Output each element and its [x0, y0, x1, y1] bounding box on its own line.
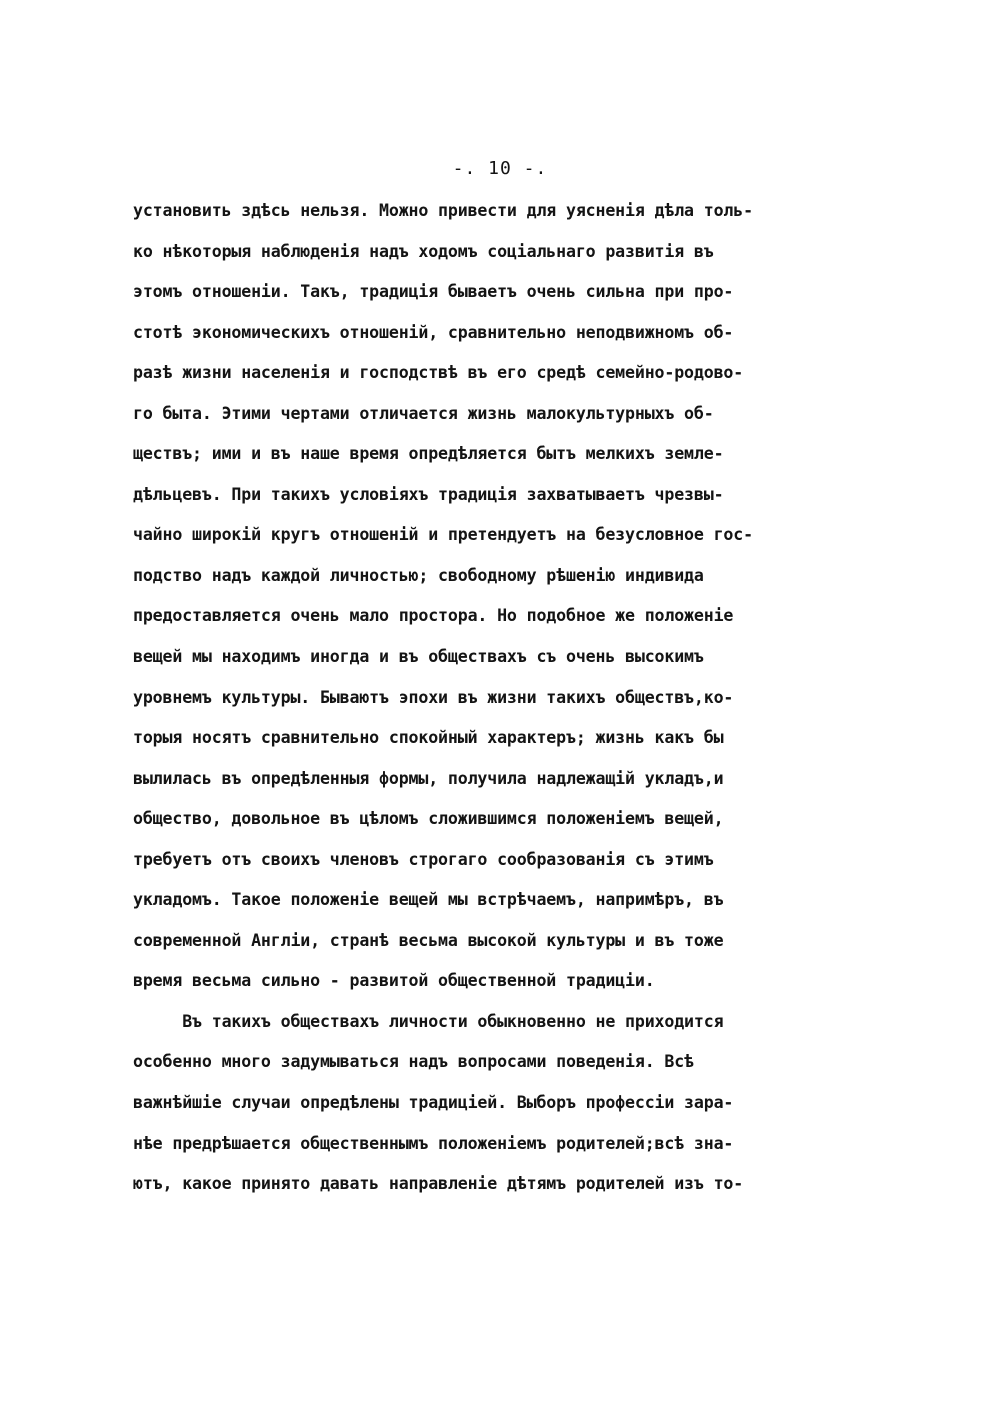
text-line: вылилась въ опредѣленныя формы, получила надлежащій укладъ,и — [133, 768, 724, 788]
text-line: ществъ; ими и въ наше время опредѣляется бытъ мелкихъ земле- — [133, 444, 724, 464]
text-line: предоставляется очень мало простора. Но подобное же положеніе — [133, 606, 734, 626]
text-line: ютъ, какое принято давать направленіе дѣтямъ родителей изъ то- — [133, 1174, 744, 1194]
text-line: го быта. Этими чертами отличается жизнь малокультурныхъ об- — [133, 403, 714, 423]
paragraph-first-line: Въ такихъ обществахъ личности обыкновенно не приходится — [133, 1011, 724, 1031]
text-line: дѣльцевъ. При такихъ условіяхъ традиція захватываетъ чрезвы- — [133, 484, 724, 504]
text-line: общество, довольное въ цѣломъ сложившимся положеніемъ вещей, — [133, 809, 724, 829]
text-line: особенно много задумываться надъ вопросами поведенія. Всѣ — [133, 1052, 694, 1072]
text-line: время весьма сильно - развитой общественной традиціи. — [133, 971, 655, 991]
text-line: важнѣйшіе случаи опредѣлены традиціей. Выборъ профессіи зара- — [133, 1093, 734, 1113]
text-line: этомъ отношеніи. Такъ, традиція бываетъ очень сильна при про- — [133, 282, 734, 302]
text-line: вещей мы находимъ иногда и въ обществахъ съ очень высокимъ — [133, 647, 704, 667]
page-number: -. 10 -. — [452, 158, 548, 179]
text-line: ко нѣкоторыя наблюденія надъ ходомъ соціальнаго развитія въ — [133, 241, 714, 261]
text-line: установить здѣсь нельзя. Можно привести для уясненія дѣла толь- — [133, 201, 753, 220]
text-line: разѣ жизни населенія и господствѣ въ его средѣ семейно-родово- — [133, 363, 744, 383]
text-line: уровнемъ культуры. Бываютъ эпохи въ жизни такихъ обществъ,ко- — [133, 687, 734, 707]
text-line: нѣе предрѣшается общественнымъ положеніемъ родителей;всѣ зна- — [133, 1133, 734, 1153]
text-line: подство надъ каждой личностью; свободному рѣшенію индивида — [133, 565, 704, 585]
text-line: стотѣ экономическихъ отношеній, сравнительно неподвижномъ об- — [133, 322, 734, 342]
text-line: чайно широкій кругъ отношеній и претендуетъ на безусловное гос- — [133, 525, 753, 545]
text-line: торыя носятъ сравнительно спокойный характеръ; жизнь какъ бы — [133, 728, 724, 748]
body-text — [133, 200, 833, 1214]
text-line: требуетъ отъ своихъ членовъ строгаго сообразованія съ этимъ — [133, 849, 714, 869]
text-line: современной Англіи, странѣ весьма высокой культуры и въ тоже — [133, 930, 724, 950]
text-line: укладомъ. Такое положеніе вещей мы встрѣчаемъ, напримѣръ, въ — [133, 890, 724, 910]
